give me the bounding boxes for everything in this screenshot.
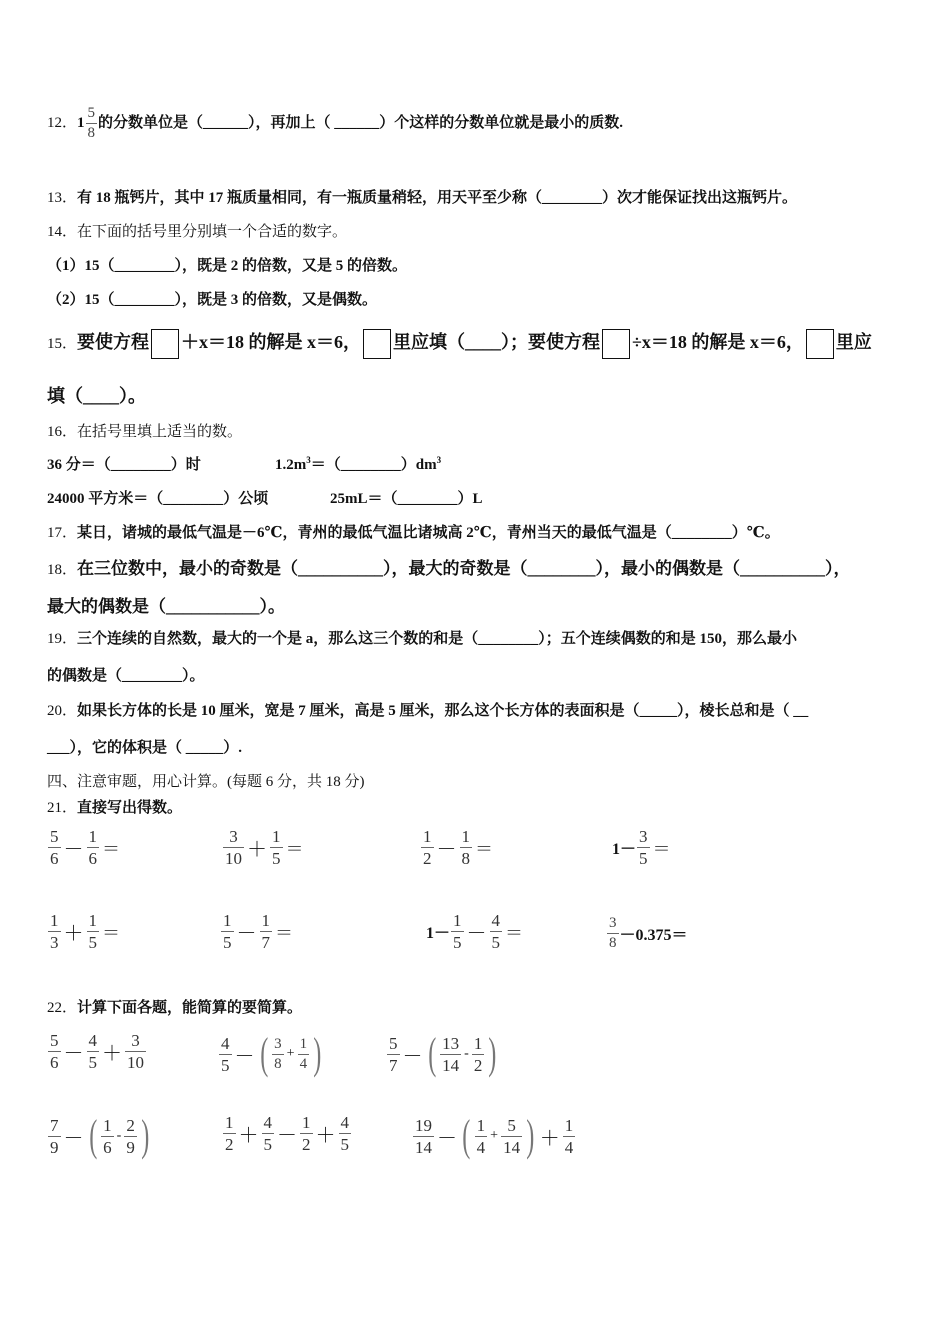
q21-item-8: [606, 916, 688, 951]
denominator: 5: [223, 933, 232, 952]
q21-item-3: [420, 828, 493, 867]
fraction: [637, 828, 650, 867]
q21-item-6: [220, 912, 293, 951]
denominator: 8: [461, 849, 470, 868]
denominator: 7: [389, 1055, 398, 1075]
question-number: 20．: [47, 703, 78, 719]
question-number: 14．: [47, 224, 78, 240]
q21-item-7: [426, 912, 523, 951]
denominator: 4: [299, 1055, 308, 1072]
fraction: [607, 916, 619, 951]
operator: ＋: [238, 1125, 259, 1147]
left-paren: (: [427, 1029, 436, 1078]
numerator: 1: [50, 911, 59, 930]
q22-expr-4: [47, 1111, 152, 1160]
q20-line2: ___），它的体积是（ _____）.: [47, 740, 243, 756]
denominator: 8: [609, 935, 617, 951]
fraction: [298, 1037, 310, 1072]
numerator: 1: [88, 827, 97, 846]
fraction: [339, 1114, 352, 1153]
q17-text: 某日，诸城的最低气温是－6℃，青州的最低气温比诸城高 2℃，青州当天的最低气温是（________）℃。: [77, 525, 780, 541]
q14-title-line: [47, 220, 347, 241]
operator: －: [402, 1045, 423, 1068]
denominator: 6: [50, 849, 59, 868]
fraction: [219, 1035, 232, 1074]
fraction: [563, 1117, 576, 1156]
denominator: 14: [503, 1137, 521, 1157]
q12-text: 的分数单位是（______），再加上（ ______）个这样的分数单位就是最小的质数.: [98, 114, 624, 131]
q22-expr-3: [386, 1029, 500, 1078]
denominator: 6: [50, 1053, 59, 1072]
denominator: 5: [263, 1135, 272, 1154]
q18-line2: 最大的偶数是（___________）。: [47, 597, 285, 616]
q18-text-1: 在三位数中，最小的奇数是（__________），最大的奇数是（________），最小的偶数是（__________），: [77, 559, 851, 578]
q13-line: [47, 186, 797, 207]
numerator: 3: [272, 1037, 284, 1055]
equals: ＝: [652, 838, 671, 859]
fraction: [413, 1117, 434, 1156]
question-number: 22．: [47, 1000, 78, 1016]
fraction: [223, 828, 244, 867]
numerator: 1: [461, 827, 470, 846]
q21-item-2: [222, 828, 304, 867]
denominator: 2: [473, 1055, 483, 1075]
operator: －: [63, 1127, 84, 1150]
numerator: 1: [103, 1115, 112, 1135]
q15-text-2: ＋x＝18 的解是 x＝6，: [181, 332, 362, 352]
fraction: [48, 912, 61, 951]
numerator: 4: [491, 911, 501, 930]
left-paren: (: [88, 1111, 97, 1160]
operator: －: [63, 839, 84, 861]
fraction: [221, 912, 234, 951]
numerator: 5: [501, 1117, 522, 1137]
q19-line2: 的偶数是（________）。: [47, 668, 205, 684]
fraction: [501, 1117, 522, 1156]
denominator: 6: [88, 849, 97, 868]
numerator: 7: [50, 1115, 59, 1135]
denominator: 6: [103, 1137, 112, 1157]
q16-item-d: 25mL＝（________）L: [330, 491, 483, 507]
equals: ＝: [285, 838, 304, 859]
fraction: [48, 828, 61, 867]
operator: -: [464, 1046, 469, 1061]
q21-title: 直接写出得数。: [77, 800, 183, 816]
mixed-number-whole: 1: [77, 114, 85, 131]
fraction: [48, 1032, 61, 1071]
denominator: 5: [340, 1135, 349, 1154]
section-title: 四、注意审题，用心计算。(每题 6 分，共 18 分): [47, 774, 365, 790]
numerator: 4: [88, 1031, 97, 1050]
fraction: [223, 1114, 236, 1153]
fraction: [125, 1032, 146, 1071]
operator: +: [490, 1128, 499, 1143]
denominator: 9: [126, 1137, 135, 1157]
denominator: 14: [415, 1137, 432, 1157]
fraction: [490, 912, 503, 951]
q12-line: [47, 106, 623, 141]
q13-text: 有 18 瓶钙片，其中 17 瓶质量相同，有一瓶质量稍轻，用天平至少称（________）次才能保证找出这瓶钙片。: [77, 190, 798, 206]
denominator: 9: [50, 1137, 59, 1157]
numerator: 13: [442, 1033, 460, 1053]
left-paren: (: [462, 1111, 471, 1160]
numerator: 5: [389, 1033, 398, 1053]
superscript: 3: [436, 455, 442, 465]
denominator: 10: [127, 1053, 144, 1072]
numerator: 1: [272, 827, 281, 846]
denominator: 5: [639, 849, 648, 868]
fraction: [124, 1117, 137, 1156]
question-number: 15．: [47, 336, 78, 352]
q21-title-line: [47, 796, 182, 817]
numerator: 1: [302, 1113, 311, 1132]
denominator: 5: [88, 933, 97, 952]
operator: －: [437, 1127, 457, 1150]
operator: ＋: [247, 839, 267, 861]
q16-title: 在括号里填上适当的数。: [77, 424, 243, 440]
q22-expr-2: [218, 1029, 325, 1078]
equals: ＝: [275, 922, 293, 943]
q16-b-pre: 1.2m: [275, 457, 307, 473]
numerator: 1: [261, 911, 270, 930]
q14-sub2: （2）15（________），既是 3 的倍数，又是偶数。: [47, 292, 378, 308]
left-paren: (: [259, 1029, 268, 1078]
numerator: 19: [415, 1115, 432, 1135]
q16-title-line: [47, 420, 242, 441]
operator: －: [466, 923, 487, 945]
q15-text-3: 里应填（____）；要使方程: [393, 332, 601, 352]
operator: ＋: [539, 1127, 560, 1150]
fraction-numerator: 5: [86, 106, 98, 124]
operator: －: [277, 1125, 297, 1147]
denominator: 2: [302, 1135, 311, 1154]
numerator: 3: [125, 1032, 146, 1052]
denominator: 14: [442, 1055, 460, 1075]
denominator: 3: [50, 933, 59, 952]
operator: －: [63, 1043, 84, 1065]
operator: ＋: [315, 1125, 336, 1147]
q22-expr-1: [47, 1032, 147, 1071]
right-paren: ): [313, 1029, 322, 1078]
numerator: 1: [564, 1115, 574, 1135]
operator: －: [236, 923, 257, 945]
question-number: 21．: [47, 800, 78, 816]
q15-line1: [47, 328, 872, 359]
q21-item-5: [47, 912, 120, 951]
fraction-denominator: 8: [87, 125, 96, 141]
q14-sub1: （1）15（________），既是 2 的倍数，又是 5 的倍数。: [47, 258, 408, 274]
fraction: [262, 1114, 275, 1153]
operator: ＋: [63, 923, 84, 945]
operator: －: [234, 1045, 255, 1068]
denominator: 4: [476, 1137, 486, 1157]
question-number: 12．: [47, 114, 78, 131]
lead-term: 1－: [612, 841, 637, 858]
q22-title: 计算下面各题，能简算的要简算。: [77, 1000, 303, 1016]
fraction: [475, 1117, 488, 1156]
numerator: 5: [50, 827, 59, 846]
answer-box: [363, 329, 391, 359]
q17-line: [47, 521, 780, 542]
numerator: 3: [639, 827, 648, 846]
operator: ＋: [102, 1043, 122, 1065]
denominator: 5: [221, 1055, 230, 1075]
answer-box: [602, 329, 630, 359]
numerator: 1: [453, 911, 462, 930]
q19-line1: [47, 627, 797, 648]
right-paren: ): [141, 1111, 150, 1160]
operator: +: [286, 1046, 295, 1061]
denominator: 7: [261, 933, 270, 952]
numerator: 4: [221, 1033, 230, 1053]
q18-line1: [47, 554, 851, 579]
equals: ＝: [475, 838, 493, 859]
fraction: [300, 1114, 313, 1153]
fraction: [87, 828, 100, 867]
q22-expr-6: [412, 1111, 576, 1160]
question-number: 19．: [47, 631, 78, 647]
fraction: [421, 828, 434, 867]
numerator: 2: [126, 1115, 135, 1135]
answer-box: [151, 329, 179, 359]
numerator: 3: [607, 916, 619, 934]
denominator: 10: [225, 849, 242, 868]
q15-text-4: ÷x＝18 的解是 x＝6，: [632, 332, 804, 352]
numerator: 3: [223, 828, 244, 848]
q16-item-a: 36 分＝（________）时: [47, 457, 201, 473]
q16-item-c: 24000 平方米＝（________）公顷: [47, 491, 269, 507]
q15-text-5: 里应: [835, 332, 872, 352]
q15-line2: 填（____）。: [47, 386, 146, 406]
fraction: [101, 1117, 114, 1156]
numerator: 1: [225, 1113, 234, 1132]
numerator: 1: [223, 911, 232, 930]
right-paren: ): [488, 1029, 497, 1078]
question-number: 18．: [47, 562, 78, 578]
answer-box: [806, 329, 834, 359]
fraction: [260, 912, 273, 951]
tail-term: －0.375＝: [619, 927, 688, 944]
q21-item-1: [47, 828, 120, 867]
fraction: [270, 828, 283, 867]
question-number: 13．: [47, 190, 78, 206]
q21-item-4: [612, 828, 671, 867]
denominator: 5: [453, 933, 462, 952]
numerator: 1: [88, 911, 97, 930]
denominator: 2: [423, 849, 432, 868]
mixed-number-fraction: [86, 106, 98, 141]
numerator: 1: [423, 827, 432, 846]
equals: ＝: [505, 922, 524, 943]
q22-expr-5: [222, 1114, 352, 1153]
numerator: 5: [50, 1031, 59, 1050]
fraction: [272, 1037, 284, 1072]
q20-text-1: 如果长方体的长是 10 厘米，宽是 7 厘米，高是 5 厘米，那么这个长方体的表面积是（_____），棱长总和是（ __: [77, 703, 809, 719]
numerator: 1: [473, 1033, 483, 1053]
operator: －: [436, 839, 457, 861]
fraction: [472, 1035, 485, 1074]
denominator: 8: [274, 1055, 282, 1072]
denominator: 5: [88, 1053, 97, 1072]
numerator: 4: [263, 1113, 272, 1132]
question-number: 16．: [47, 424, 78, 440]
fraction: [87, 1032, 100, 1071]
equals: ＝: [102, 838, 120, 859]
fraction: [451, 912, 464, 951]
denominator: 4: [564, 1137, 574, 1157]
right-paren: ): [526, 1111, 535, 1160]
fraction: [460, 828, 473, 867]
superscript: 3: [306, 455, 311, 465]
q19-text-1: 三个连续的自然数，最大的一个是 a，那么这三个数的和是（________）；五个连续偶数的和是 150，那么最小: [77, 631, 798, 647]
question-number: 17．: [47, 525, 78, 541]
fraction: [87, 912, 100, 951]
fraction: [48, 1117, 61, 1156]
fraction: [440, 1035, 461, 1074]
fraction: [387, 1035, 400, 1074]
q14-title: 在下面的括号里分别填一个合适的数字。: [77, 224, 348, 240]
numerator: 1: [476, 1115, 486, 1135]
operator: -: [116, 1128, 122, 1143]
denominator: 2: [225, 1135, 234, 1154]
equals: ＝: [102, 922, 120, 943]
denominator: 5: [491, 933, 501, 952]
q15-text-1: 要使方程: [77, 332, 150, 352]
q16-b-mid: ＝（________）dm: [310, 457, 437, 473]
q20-line1: [47, 699, 808, 720]
numerator: 1: [298, 1037, 310, 1055]
denominator: 5: [272, 849, 281, 868]
numerator: 4: [340, 1113, 349, 1132]
q16-item-b: [275, 453, 441, 474]
q22-title-line: [47, 996, 302, 1017]
lead-term: 1－: [426, 925, 451, 942]
